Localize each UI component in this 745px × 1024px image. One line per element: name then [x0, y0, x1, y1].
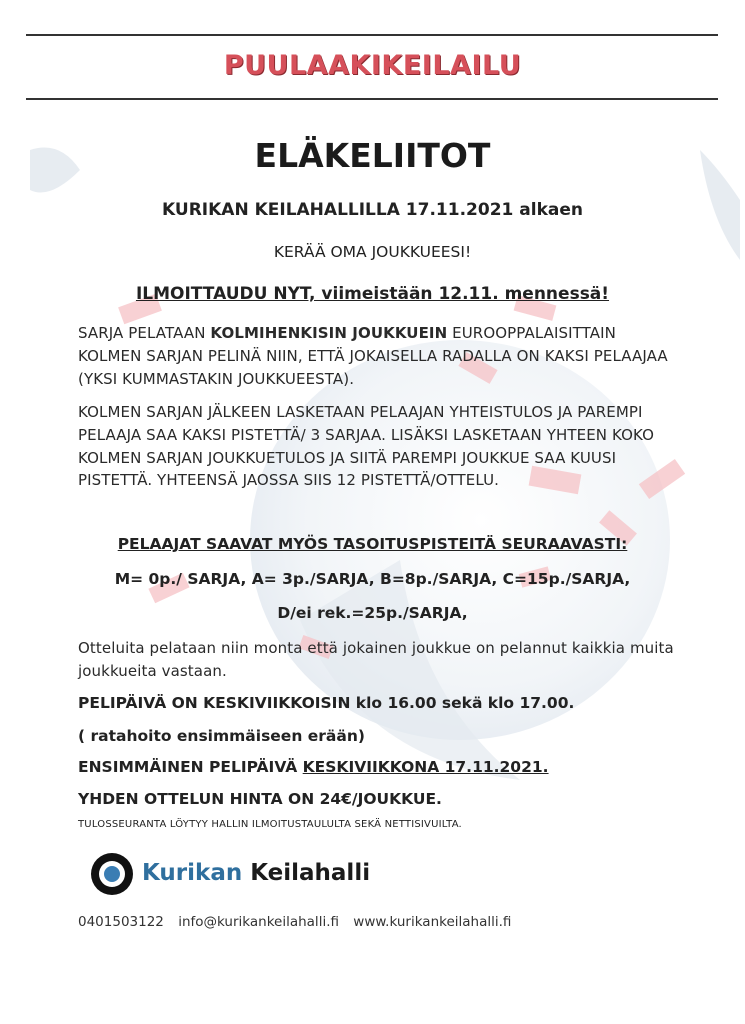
logo-ring-icon [90, 852, 134, 896]
logo-wordmark [142, 860, 370, 886]
handicap-line-2: D/ei rek.=25p./SARJA, [277, 604, 468, 622]
schedule-paragraph: Otteluita pelataan niin monta että jokainen joukkue on pelannut kaikkia muita joukkueita vastaan. [78, 639, 674, 680]
rules-paragraph-1-bold: KOLMIHENKISIN JOUKKUEIN [210, 324, 448, 342]
playday-info: PELIPÄIVÄ ON KESKIVIIKKOISIN klo 16.00 sekä klo 17.00. [78, 694, 575, 712]
rules-paragraph-2: KOLMEN SARJAN JÄLKEEN LASKETAAN PELAAJAN YHTEISTULOS JA PAREMPI PELAAJA SAA KAKSI PISTETTÄ/ 3 SARJAA. LISÄKSI LASKETAAN YHTEEN KOKO KOLMEN SARJAN JOUKKUETULOS JA SIITÄ PAREMPI JOUKKUE SAA KUUSI PISTETTÄ. YHTEENSÄ JAOSSA SIIS 12 PISTETTÄ/OTTELU. [78, 403, 655, 490]
handicap-line-1: M= 0p./ SARJA, A= 3p./SARJA, B=8p./SARJA, C=15p./SARJA, [114, 570, 631, 588]
first-playday [78, 758, 549, 776]
match-price: YHDEN OTTELUN HINTA ON 24€/JOUKKUE. [78, 790, 442, 808]
banner-divider [26, 98, 718, 100]
tagline: KERÄÄ OMA JOUKKUEESI! [273, 243, 472, 261]
top-divider [26, 34, 718, 36]
subheading: KURIKAN KEILAHALLILLA 17.11.2021 alkaen [162, 200, 583, 220]
lane-note: ( ratahoito ensimmäiseen erään) [78, 727, 365, 745]
contact-phone: 0401503122 [78, 914, 164, 930]
contact-website[interactable]: www.kurikankeilahalli.fi [353, 914, 512, 930]
signup-deadline: ILMOITTAUDU NYT, viimeistään 12.11. mennessä! [135, 284, 610, 304]
page-title: ELÄKELIITOT [254, 136, 491, 175]
rules-paragraph-1-text-b: EUROOPPALAISITTAIN KOLMEN SARJAN PELINÄ NIIN, ETTÄ JOKAISELLA RADALLA ON KAKSI PELAAJAA (YKSI KUMMASTAKIN JOUKKUEESTA). [78, 324, 668, 388]
first-playday-label: ENSIMMÄINEN PELIPÄIVÄ [78, 758, 303, 776]
logo-word-keilahalli: Keilahalli [250, 860, 371, 886]
banner-title: PUULAAKIKEILAILU [223, 50, 522, 81]
logo-word-kurikan: Kurikan [142, 860, 243, 886]
rules-paragraph-1 [78, 322, 678, 390]
contact-email[interactable]: info@kurikankeilahalli.fi [178, 914, 339, 930]
first-playday-date: KESKIVIIKKONA 17.11.2021. [302, 758, 549, 776]
results-note: TULOSSEURANTA LÖYTYY HALLIN ILMOITUSTAULULTA SEKÄ NETTISIVUILTA. [78, 819, 462, 830]
contact-info [78, 914, 521, 930]
rules-paragraph-1-text-a: SARJA PELATAAN [78, 324, 211, 342]
handicap-title: PELAAJAT SAAVAT MYÖS TASOITUSPISTEITÄ SEURAAVASTI: [117, 535, 628, 553]
